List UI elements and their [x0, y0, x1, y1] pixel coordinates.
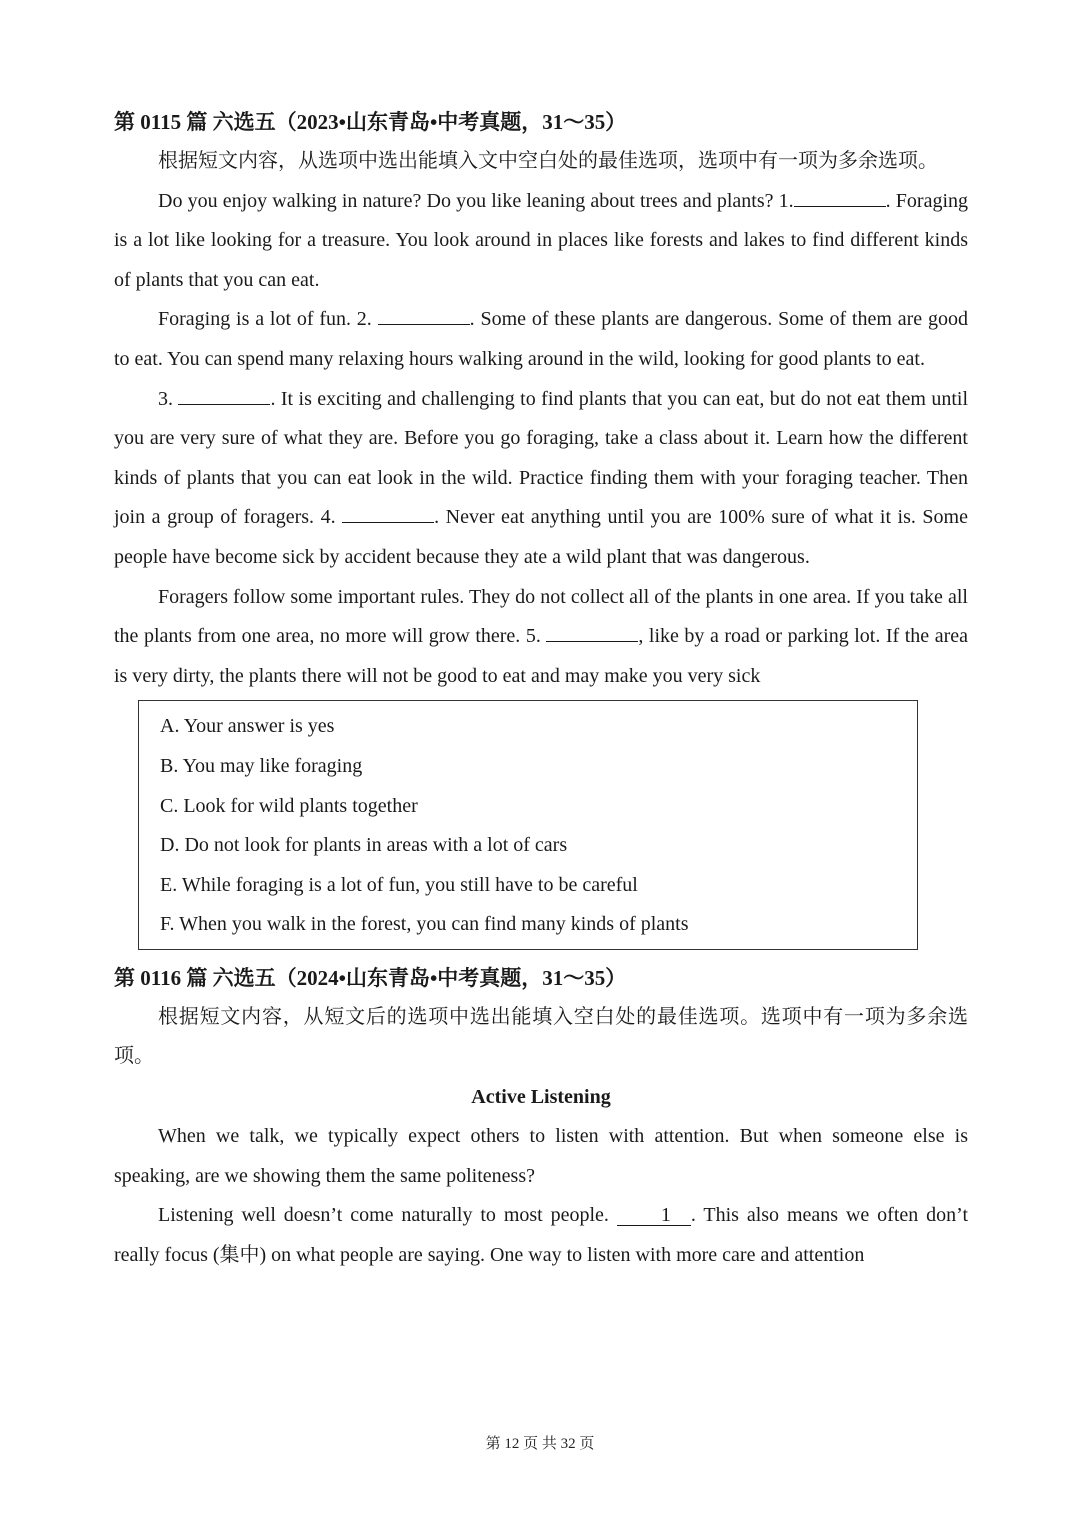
paragraph-text: . Some of these plants are dangerous. Some of them are good to eat. You can spend many relaxing hours walking around in the wild, looking for good plants to eat.: [114, 308, 968, 370]
option-c: C. Look for wild plants together: [160, 794, 418, 817]
options-box: [138, 700, 918, 950]
answer-blank-1-numbered: 1: [617, 1205, 691, 1226]
paragraph-text: , like by a road or parking lot. If the area is very dirty, the plants there will not be good to eat and may make you very sick: [114, 625, 968, 687]
passage-paragraph-4: [114, 578, 968, 697]
option-a: A. Your answer is yes: [160, 715, 335, 738]
passage-paragraph-2: [114, 300, 968, 379]
passage-paragraph-3: [114, 380, 968, 578]
page-footer: 第 12 页 共 32 页: [485, 1436, 595, 1452]
paragraph-text: Foraging is a lot of fun. 2.: [158, 308, 378, 331]
paragraph-text: Listening well doesn’t come naturally to most people.: [158, 1204, 617, 1227]
option-e: E. While foraging is a lot of fun, you still have to be careful: [160, 873, 638, 896]
paragraph-text: Foragers follow some important rules. They do not collect all of the plants in one area. If you take all the plants from one area, no more will grow there. 5.: [114, 585, 968, 648]
section-0116-instruction: 根据短文内容，从短文后的选项中选出能填入空白处的最佳选项。选项中有一项为多余选项。: [114, 1005, 968, 1068]
answer-blank-2: [378, 306, 470, 325]
section-0116-heading: 第 0116 篇 六选五（2024•山东青岛•中考真题，31～35）: [114, 965, 627, 990]
paragraph-text: . This also means we often don’t really focus (集中) on what people are saying. One way to listen with more care and attention: [114, 1204, 969, 1266]
section-0115-instruction: 根据短文内容，从选项中选出能填入文中空白处的最佳选项，选项中有一项为多余选项。: [158, 150, 938, 172]
option-b: B. You may like foraging: [160, 754, 363, 777]
option-d: D. Do not look for plants in areas with a lot of cars: [160, 834, 568, 857]
passage2-paragraph-2: [114, 1196, 968, 1275]
page-content: [114, 102, 968, 1275]
passage-title: Active Listening: [471, 1086, 611, 1109]
answer-blank-1: [794, 188, 886, 207]
answer-blank-4: [342, 504, 434, 523]
section-0115-heading: 第 0115 篇 六选五（2023•山东青岛•中考真题，31～35）: [114, 110, 627, 134]
paragraph-text: . Foraging is a lot like looking for a treasure. You look around in places like forests and lakes to find different kinds of plants that you can eat.: [114, 189, 969, 291]
paragraph-text: Do you enjoy walking in nature? Do you like leaning about trees and plants? 1.: [158, 189, 794, 212]
option-f: F. When you walk in the forest, you can find many kinds of plants: [160, 913, 689, 936]
answer-blank-5: [546, 623, 638, 642]
answer-blank-3: [178, 386, 270, 405]
paragraph-text: 3.: [158, 387, 179, 410]
paragraph-text: . Never eat anything until you are 100% sure of what it is. Some people have become sick by accident because they ate a wild plant that was dangerous.: [114, 506, 968, 568]
passage-paragraph-1: [114, 182, 968, 301]
passage2-paragraph-1: When we talk, we typically expect others to listen with attention. But when someone else is speaking, are we showing them the same politeness?: [114, 1125, 968, 1187]
paragraph-text: . It is exciting and challenging to find plants that you can eat, but do not eat them until you are very sure of what they are. Before you go foraging, take a class about it. Learn how the different kinds of plants that you can eat look in the wild. Practice finding them with your foraging teacher. Then join a group of foragers. 4.: [114, 387, 969, 529]
